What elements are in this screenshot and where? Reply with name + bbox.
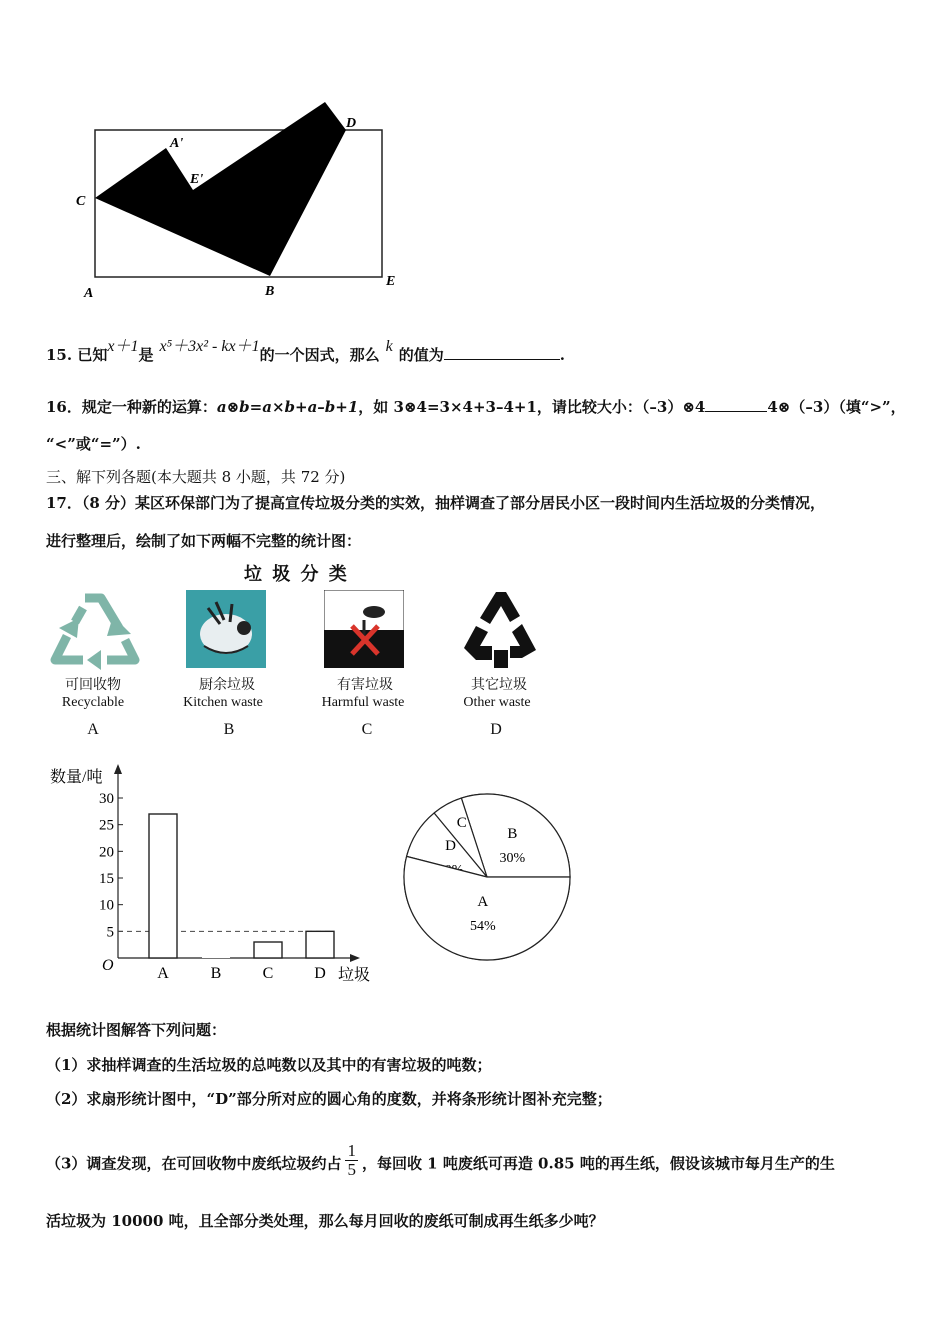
subquestion-title: 根据统计图解答下列问题： xyxy=(46,1021,227,1039)
q15-text1: 已知 xyxy=(77,346,108,364)
label-a: A xyxy=(84,286,94,301)
pie-chart xyxy=(395,785,580,970)
question-16-line2: “<”或“=”）. xyxy=(46,435,141,453)
icon-b-en: Kitchen waste xyxy=(183,695,263,710)
q15-text2: 是 xyxy=(138,346,154,364)
q15-expr3: k xyxy=(385,338,393,355)
icon-c-en: Harmful waste xyxy=(321,695,405,710)
bar-chart xyxy=(40,758,400,990)
label-a-prime: A' xyxy=(170,136,184,151)
harmful-waste-icon xyxy=(324,590,404,668)
bar-C xyxy=(254,942,282,958)
x-tick-label-C: C xyxy=(262,965,274,982)
shaded-region xyxy=(95,102,346,276)
q15-expr1: x＋1 xyxy=(107,338,139,355)
pie-label-A: A xyxy=(477,893,489,910)
q16-rest: 4⊗（–3）（填“>”， xyxy=(767,398,906,416)
x-tick-label-A: A xyxy=(157,965,169,982)
icon-d-letter: D xyxy=(490,721,502,738)
icon-a-en: Recyclable xyxy=(61,695,125,710)
recycle-icon xyxy=(45,588,141,670)
question-17-line1: 17．（8 分）某区环保部门为了提高宣传垃圾分类的实效，抽样调查了部分居民小区一段时间内生活垃圾的分类情况， xyxy=(46,494,826,512)
subquestion-3-b: ，每回收 1 吨废纸可再造 0.85 吨的再生纸，假设该城市每月生产的生 xyxy=(361,1154,835,1173)
label-b: B xyxy=(265,284,275,299)
x-tick-label-B: B xyxy=(210,965,222,982)
pie-label-C: C xyxy=(456,815,467,832)
x-tick-label-D: D xyxy=(314,965,326,982)
subquestion-3-a: （3）调查发现，在可回收物中废纸垃圾约占 xyxy=(46,1154,342,1173)
q15-expr2: x⁵＋3x² - kx＋1 xyxy=(159,338,260,355)
icon-c-letter: C xyxy=(361,721,373,738)
other-waste-icon xyxy=(460,588,540,670)
waste-classification-title: 垃 圾 分 类 xyxy=(244,564,349,585)
bar-B xyxy=(202,953,230,958)
y-tick-label: 25 xyxy=(99,817,114,834)
subquestion-3 xyxy=(46,1141,835,1183)
icon-d-cn: 其它垃圾 xyxy=(471,677,527,693)
geometry-figure xyxy=(70,95,410,305)
q15-number: 15. xyxy=(46,346,73,364)
section-3-heading: 三、解下列各题(本大题共 8 小题，共 72 分) xyxy=(46,468,346,486)
label-e: E xyxy=(386,274,396,289)
question-17-line2: 进行整理后，绘制了如下两幅不完整的统计图： xyxy=(46,532,362,550)
pie-label-B: B xyxy=(507,826,518,843)
icon-a-cn: 可回收物 xyxy=(65,677,121,693)
q16-prefix: 16．规定一种新的运算： xyxy=(46,398,217,416)
subquestion-2: （2）求扇形统计图中，“D”部分所对应的圆心角的度数，并将条形统计图补充完整； xyxy=(46,1090,612,1108)
q15-answer-blank[interactable] xyxy=(444,345,560,360)
icon-d-en: Other waste xyxy=(463,695,531,710)
kitchen-waste-icon xyxy=(186,590,266,668)
q16-answer-blank[interactable] xyxy=(705,397,767,412)
q15-text3: 的一个因式，那么 xyxy=(259,346,380,364)
label-c: C xyxy=(76,194,86,209)
x-axis-label: 垃圾 xyxy=(338,967,371,984)
icon-b-letter: B xyxy=(223,721,235,738)
origin-label: O xyxy=(102,957,114,974)
y-tick-label: 5 xyxy=(106,924,114,941)
y-tick-label: 15 xyxy=(99,871,114,887)
fraction-denominator: 5 xyxy=(347,1160,356,1179)
y-tick-label: 30 xyxy=(99,791,114,807)
pie-label-D: D xyxy=(445,837,456,854)
q16-example: ，如 3⊗4=3×4+3–4+1，请比较大小：（–3）⊗4 xyxy=(358,398,706,416)
subquestion-1: （1）求抽样调查的生活垃圾的总吨数以及其中的有害垃圾的吨数； xyxy=(46,1056,492,1074)
x-axis-arrow xyxy=(350,954,360,962)
fraction-numerator: 1 xyxy=(347,1141,356,1160)
y-tick-label: 10 xyxy=(99,897,114,914)
y-axis-label: 数量/吨 xyxy=(50,769,103,786)
icon-a-letter: A xyxy=(87,721,99,738)
pie-value-B: 30% xyxy=(499,851,526,867)
label-e-prime: E' xyxy=(190,172,204,187)
question-16-line1 xyxy=(46,396,906,417)
question-15 xyxy=(46,338,565,365)
label-d: D xyxy=(346,116,357,131)
icon-b-cn: 厨余垃圾 xyxy=(199,677,255,693)
q15-text4: 的值为 xyxy=(398,346,444,364)
bar-D xyxy=(306,931,334,958)
pie-value-A: 54% xyxy=(470,918,496,934)
fraction xyxy=(345,1142,358,1179)
y-tick-label: 20 xyxy=(99,844,114,861)
q15-end: . xyxy=(559,346,565,364)
q16-operation: a⊗b=a×b+a–b+1 xyxy=(216,398,359,416)
icon-c-cn: 有害垃圾 xyxy=(337,677,393,693)
y-axis-arrow xyxy=(114,764,122,774)
bar-A xyxy=(149,814,177,958)
subquestion-3-line2: 活垃圾为 10000 吨，且全部分类处理，那么每月回收的废纸可制成再生纸多少吨？ xyxy=(46,1212,604,1230)
